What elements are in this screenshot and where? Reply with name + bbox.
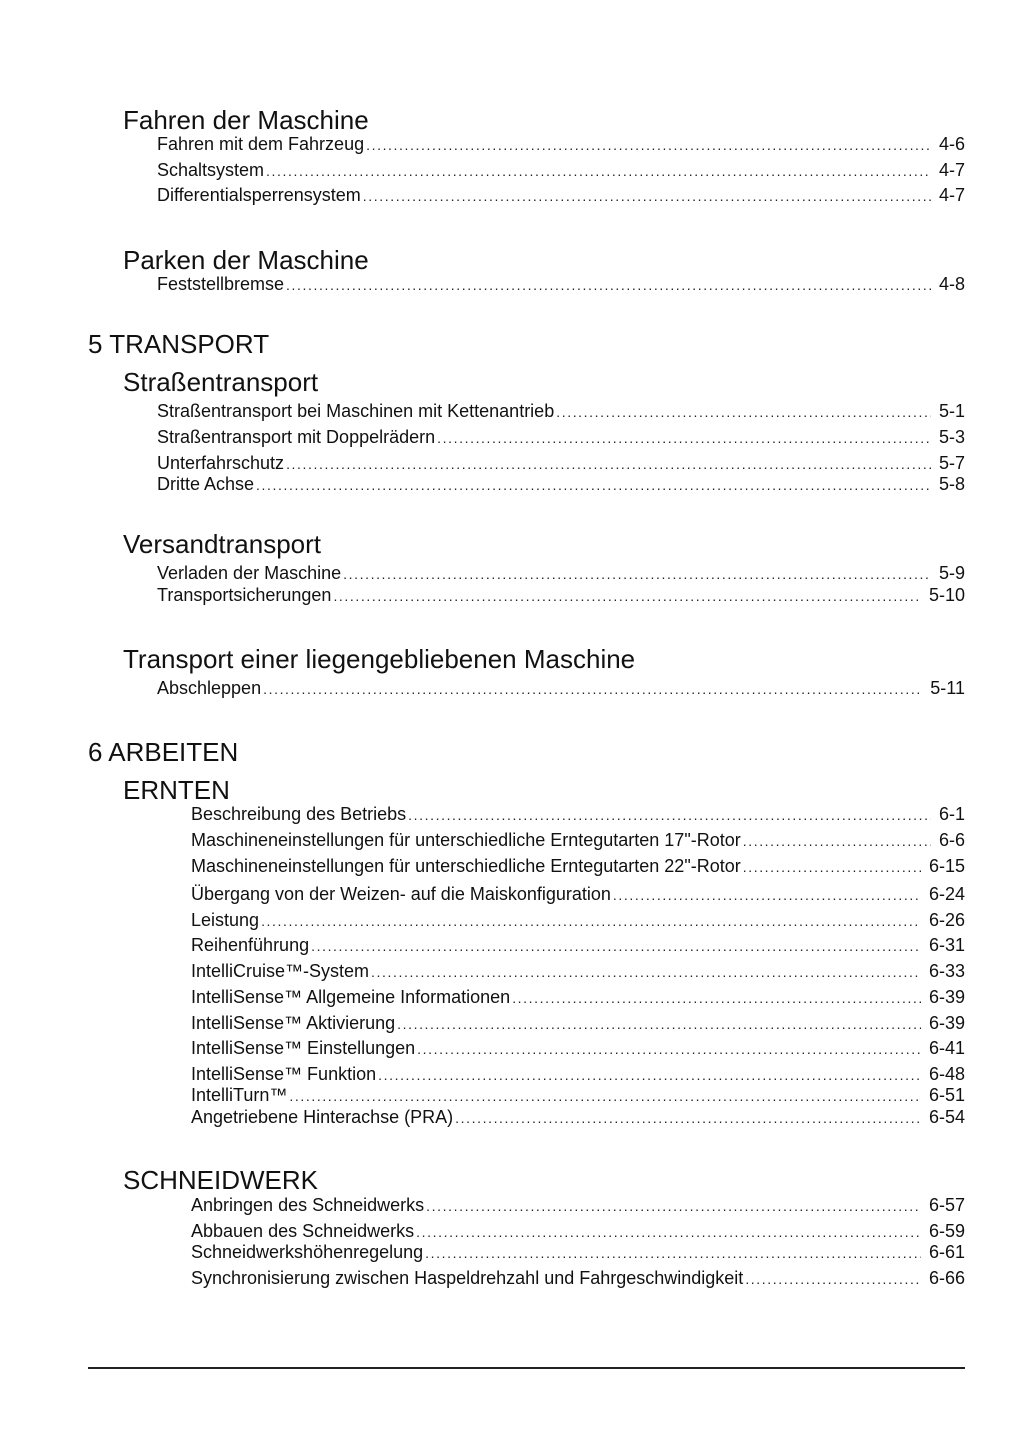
dot-leader — [371, 961, 921, 983]
toc-entry-title: IntelliSense™ Aktivierung — [191, 1013, 396, 1033]
dot-leader — [425, 1242, 921, 1264]
toc-entry-title: Straßentransport bei Maschinen mit Kettenantrieb — [157, 401, 555, 421]
toc-entry[interactable] — [191, 855, 965, 878]
toc-entry[interactable] — [157, 677, 965, 700]
dot-leader — [333, 585, 921, 607]
section-heading: Straßentransport — [123, 367, 319, 397]
toc-entry-title: Abschleppen — [157, 678, 262, 698]
toc-entry-title: IntelliSense™ Allgemeine Informationen — [191, 987, 511, 1007]
dot-leader — [437, 427, 931, 449]
section-heading: Transport einer liegengebliebenen Maschine — [123, 644, 636, 674]
toc-entry-page: 6-41 — [928, 1038, 965, 1058]
section-heading: SCHNEIDWERK — [123, 1165, 319, 1195]
toc-entry-title: Maschineneinstellungen für unterschiedliche Erntegutarten 22"-Rotor — [191, 856, 741, 876]
toc-entry-title: Synchronisierung zwischen Haspeldrehzahl und Fahrgeschwindigkeit — [191, 1268, 744, 1288]
toc-entry-page: 5-1 — [938, 401, 965, 421]
toc-entry[interactable] — [191, 803, 965, 826]
dot-leader — [743, 830, 931, 852]
toc-entry[interactable] — [157, 159, 965, 182]
toc-entry-page: 5-8 — [938, 474, 965, 494]
toc-entry-page: 6-61 — [928, 1242, 965, 1262]
chapter-heading: 6 ARBEITEN — [88, 737, 239, 767]
toc-entry[interactable] — [157, 473, 965, 496]
dot-leader — [311, 935, 921, 957]
toc-entry[interactable] — [191, 934, 965, 957]
toc-entry-page: 6-24 — [928, 884, 965, 904]
toc-entry-page: 6-39 — [928, 987, 965, 1007]
toc-entry-page: 6-57 — [928, 1195, 965, 1215]
dot-leader — [289, 1085, 921, 1107]
toc-entry[interactable] — [191, 883, 965, 906]
toc-entry-title: Maschineneinstellungen für unterschiedliche Erntegutarten 17"-Rotor — [191, 830, 741, 850]
toc-entry-page: 6-66 — [928, 1268, 965, 1288]
dot-leader — [416, 1221, 921, 1243]
toc-entry[interactable] — [191, 1012, 965, 1035]
dot-leader — [366, 134, 931, 156]
section-heading: ERNTEN — [123, 775, 230, 805]
toc-entry-title: Fahren mit dem Fahrzeug — [157, 134, 365, 154]
toc-entry-title: IntelliSense™ Einstellungen — [191, 1038, 416, 1058]
toc-entry[interactable] — [157, 184, 965, 207]
toc-entry[interactable] — [157, 584, 965, 607]
toc-entry-page: 6-26 — [928, 910, 965, 930]
toc-entry-page: 5-9 — [938, 563, 965, 583]
toc-entry-page: 6-33 — [928, 961, 965, 981]
toc-entry-title: Leistung — [191, 910, 260, 930]
dot-leader — [256, 474, 931, 496]
toc-entry-page: 6-15 — [928, 856, 965, 876]
dot-leader — [378, 1064, 921, 1086]
section-heading: Fahren der Maschine — [123, 105, 369, 135]
dot-leader — [266, 160, 931, 182]
dot-leader — [263, 678, 922, 700]
dot-leader — [613, 884, 921, 906]
toc-entry-page: 5-10 — [928, 585, 965, 605]
dot-leader — [408, 804, 931, 826]
section-heading: Parken der Maschine — [123, 245, 369, 275]
toc-entry[interactable] — [191, 1037, 965, 1060]
toc-entry-title: Schneidwerkshöhenregelung — [191, 1242, 424, 1262]
toc-entry[interactable] — [191, 1241, 965, 1264]
dot-leader — [512, 987, 921, 1009]
toc-entry-title: Dritte Achse — [157, 474, 255, 494]
toc-entry-page: 6-6 — [938, 830, 965, 850]
toc-entry[interactable] — [191, 1106, 965, 1129]
toc-entry[interactable] — [191, 1220, 965, 1243]
toc-entry-page: 4-8 — [938, 274, 965, 294]
toc-entry-page: 6-51 — [928, 1085, 965, 1105]
toc-entry-title: Anbringen des Schneidwerks — [191, 1195, 425, 1215]
toc-entry[interactable] — [191, 1194, 965, 1217]
toc-entry[interactable] — [157, 273, 965, 296]
toc-entry-title: Beschreibung des Betriebs — [191, 804, 407, 824]
toc-entry-title: Verladen der Maschine — [157, 563, 342, 583]
toc-entry-title: IntelliCruise™-System — [191, 961, 370, 981]
toc-entry-title: Schaltsystem — [157, 160, 265, 180]
toc-entry-page: 5-7 — [938, 453, 965, 473]
toc-entry-title: Übergang von der Weizen- auf die Maiskonfiguration — [191, 884, 611, 904]
toc-entry-title: Differentialsperrensystem — [157, 185, 361, 205]
toc-entry[interactable] — [157, 400, 965, 423]
toc-entry-title: Feststellbremse — [157, 274, 285, 294]
dot-leader — [426, 1195, 921, 1217]
dot-leader — [556, 401, 931, 423]
toc-entry-title: Reihenführung — [191, 935, 310, 955]
toc-entry-page: 6-48 — [928, 1064, 965, 1084]
toc-entry-page: 6-54 — [928, 1107, 965, 1127]
toc-entry-page: 4-7 — [938, 185, 965, 205]
toc-entry-title: Abbauen des Schneidwerks — [191, 1221, 415, 1241]
toc-entry-title: Angetriebene Hinterachse (PRA) — [191, 1107, 454, 1127]
toc-entry[interactable] — [191, 986, 965, 1009]
toc-entry[interactable] — [191, 1084, 965, 1107]
toc-entry[interactable] — [191, 909, 965, 932]
dot-leader — [286, 274, 931, 296]
toc-entry[interactable] — [157, 426, 965, 449]
dot-leader — [745, 1268, 921, 1290]
toc-entry[interactable] — [191, 960, 965, 983]
dot-leader — [743, 856, 921, 878]
toc-entry[interactable] — [191, 1267, 965, 1290]
toc-entry-title: Straßentransport mit Doppelrädern — [157, 427, 436, 447]
toc-entry-title: Transportsicherungen — [157, 585, 332, 605]
toc-entry-page: 4-6 — [938, 134, 965, 154]
toc-entry-page: 6-39 — [928, 1013, 965, 1033]
toc-entry-title: IntelliSense™ Funktion — [191, 1064, 377, 1084]
dot-leader — [261, 910, 921, 932]
toc-entry[interactable] — [157, 562, 965, 585]
toc-entry-page: 6-59 — [928, 1221, 965, 1241]
toc-entry-title: IntelliTurn™ — [191, 1085, 288, 1105]
toc-entry-title: Unterfahrschutz — [157, 453, 285, 473]
section-heading: Versandtransport — [123, 529, 322, 559]
chapter-heading: 5 TRANSPORT — [88, 329, 270, 359]
toc-entry[interactable] — [157, 133, 965, 156]
toc-entry[interactable] — [191, 1063, 965, 1086]
dot-leader — [397, 1013, 921, 1035]
footer-rule — [88, 1367, 965, 1369]
toc-entry[interactable] — [191, 829, 965, 852]
dot-leader — [286, 453, 931, 475]
toc-entry-page: 6-1 — [938, 804, 965, 824]
toc-entry-page: 5-3 — [938, 427, 965, 447]
dot-leader — [455, 1107, 921, 1129]
dot-leader — [343, 563, 931, 585]
toc-entry[interactable] — [157, 452, 965, 475]
toc-entry-page: 4-7 — [938, 160, 965, 180]
toc-entry-page: 5-11 — [930, 678, 965, 698]
toc-entry-page: 6-31 — [928, 935, 965, 955]
dot-leader — [417, 1038, 921, 1060]
dot-leader — [363, 185, 931, 207]
